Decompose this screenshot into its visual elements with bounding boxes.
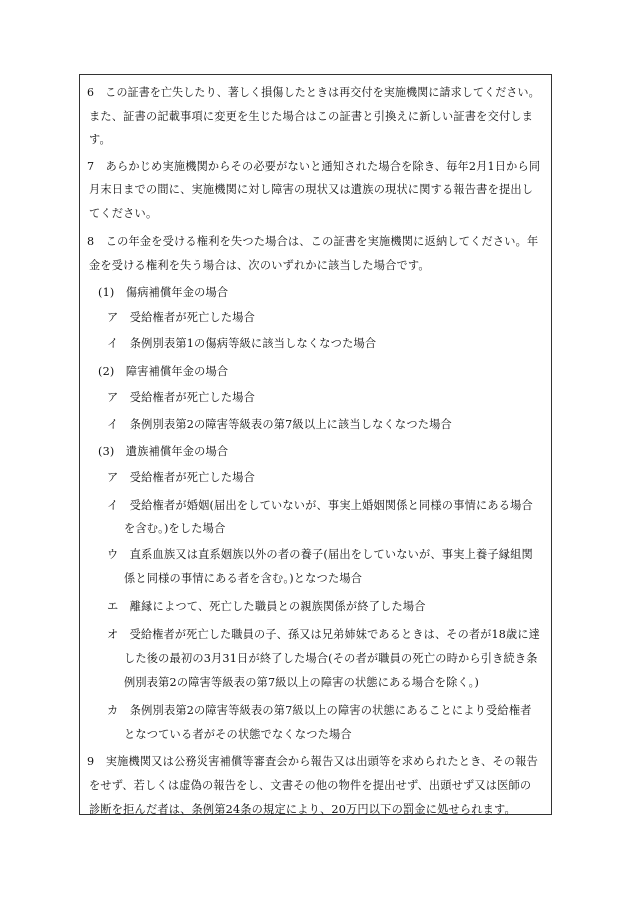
- text-line: イ 受給権者が婚姻(届出をしていないが、事実上婚姻関係と同様の事情にある場合: [107, 499, 533, 512]
- text-line: オ 受給権者が死亡した職員の子、孫又は兄弟姉妹であるときは、その者が18歳に達: [107, 628, 540, 641]
- text-line: イ 条例別表第2の障害等級表の第7級以上に該当しなくなつた場合: [107, 418, 452, 431]
- text-line: ア 受給権者が死亡した場合: [107, 471, 256, 484]
- text-line: 6 この証書を亡失したり、著しく損傷したときは再交付を実施機関に請求してください。: [87, 86, 540, 99]
- text-line: 月末日までの間に、実施機関に対し障害の現状又は遺族の現状に関する報告書を提出し: [89, 183, 534, 196]
- text-line: 9 実施機関又は公務災害補償等審査会から報告又は出頭等を求められたとき、その報告: [87, 755, 538, 768]
- notice-frame: [79, 74, 552, 815]
- text-line: となつている者がその状態でなくなつた場合: [124, 728, 352, 741]
- text-line: エ 離縁によつて、死亡した職員との親族関係が終了した場合: [107, 600, 426, 613]
- text-line: 7 あらかじめ実施機関からその必要がないと通知された場合を除き、毎年2月1日から同: [87, 160, 541, 173]
- text-line: した後の最初の3月31日が終了した場合(その者が職員の死亡の時から引き続き条: [124, 652, 538, 665]
- text-line: また、証書の記載事項に変更を生じた場合はこの証書と引換えに新しい証書を交付しま: [89, 110, 534, 123]
- text-line: 金を受ける権利を失う場合は、次のいずれかに該当した場合です。: [89, 259, 430, 272]
- text-line: 係と同様の事情にある者を含む。)となつた場合: [124, 572, 363, 585]
- text-line: 8 この年金を受ける権利を失つた場合は、この証書を実施機関に返納してください。年: [87, 235, 539, 248]
- text-line: ア 受給権者が死亡した場合: [107, 311, 256, 324]
- text-line: (1) 傷病補償年金の場合: [98, 286, 229, 299]
- text-line: (2) 障害補償年金の場合: [98, 365, 229, 378]
- text-line: 診断を拒んだ者は、条例第24条の規定により、20万円以下の罰金に処せられます。: [89, 803, 516, 816]
- text-line: てください。: [89, 207, 158, 220]
- text-line: ア 受給権者が死亡した場合: [107, 391, 256, 404]
- text-line: を含む。)をした場合: [124, 522, 226, 535]
- text-line: (3) 遺族補償年金の場合: [98, 445, 229, 458]
- text-line: カ 条例別表第2の障害等級表の第7級以上の障害の状態にあることにより受給権者: [107, 704, 532, 717]
- text-line: をせず、若しくは虚偽の報告をし、文書その他の物件を提出せず、出頭せず又は医師の: [89, 779, 532, 792]
- text-line: ウ 直系血族又は直系姻族以外の者の養子(届出をしていないが、事実上養子縁組関: [107, 548, 533, 561]
- text-line: イ 条例別表第1の傷病等級に該当しなくなつた場合: [107, 337, 377, 350]
- text-line: 例別表第2の障害等級表の第7級以上の障害の状態にある場合を除く。): [124, 676, 480, 689]
- text-line: す。: [89, 133, 111, 146]
